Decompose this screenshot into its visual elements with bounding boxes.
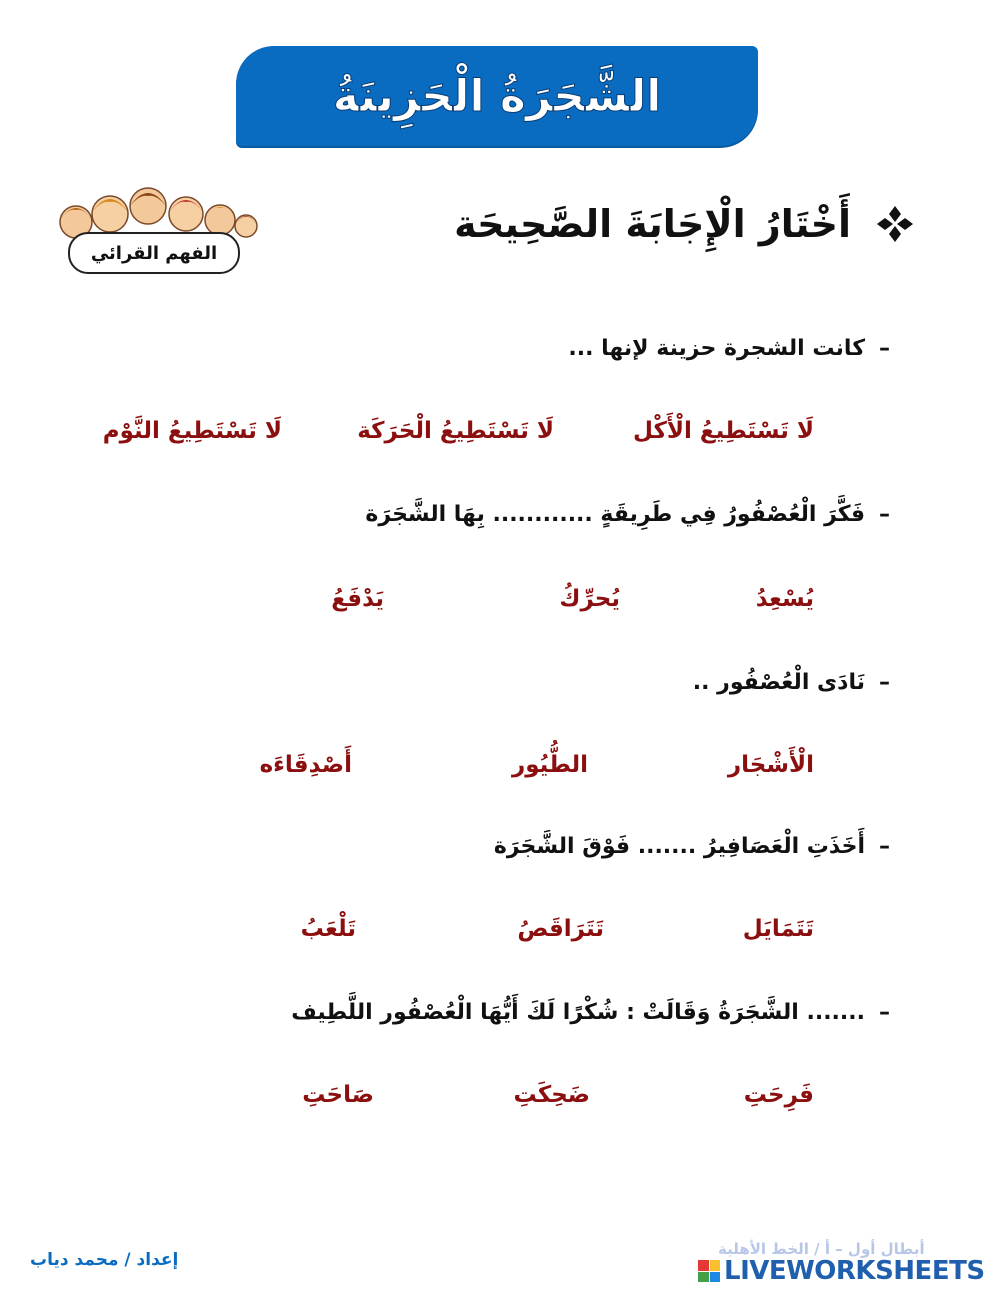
option-3-1[interactable]: الْأَشْجَار (727, 752, 814, 778)
bullet-dash: – (879, 336, 890, 361)
bullet-dash: – (879, 670, 890, 695)
option-2-3[interactable]: يَدْفَعُ (331, 586, 384, 612)
question-text: كانت الشجرة حزينة لإنها ... (568, 336, 865, 361)
question-1 (568, 336, 890, 361)
instruction-heading (454, 202, 915, 246)
question-5 (291, 1000, 890, 1025)
page-title: الشَّجَرَةُ الْحَزِينَةُ (332, 70, 662, 122)
option-4-3[interactable]: تَلْعَبُ (300, 916, 356, 942)
bullet-dash: – (879, 834, 890, 859)
option-3-2[interactable]: الطُّيُور (512, 752, 588, 778)
question-3 (693, 670, 890, 695)
title-banner (236, 46, 758, 146)
author-credit: إعداد / محمد دياب (30, 1250, 179, 1270)
faint-school-text: أبطال أول – أ / الخط الأهلية (718, 1240, 925, 1258)
option-2-1[interactable]: يُسْعِدُ (755, 586, 814, 612)
question-text: نَادَى الْعُصْفُور .. (692, 670, 865, 695)
option-1-2[interactable]: لَا تَسْتَطِيعُ الْحَرَكَة (357, 418, 554, 444)
option-5-1[interactable]: فَرِحَتِ (743, 1082, 814, 1108)
reading-comprehension-badge (48, 180, 258, 280)
question-text: ....... الشَّجَرَةُ وَقَالَتْ : شُكْرًا لَكَ أَيُّهَا الْعُصْفُور اللَّطِيف (291, 1000, 865, 1025)
badge-label: الفهم القرائي (68, 232, 240, 274)
bullet-dash: – (879, 1000, 890, 1025)
option-4-1[interactable]: تَتَمَايَل (742, 916, 814, 942)
option-3-3[interactable]: أَصْدِقَاءَه (259, 752, 352, 778)
brand-text: LIVEWORKSHEETS (724, 1256, 985, 1286)
question-2 (365, 502, 890, 527)
bullet-dash: – (879, 502, 890, 527)
liveworksheets-logo[interactable] (698, 1256, 985, 1286)
option-4-2[interactable]: تَتَرَاقَصُ (517, 916, 604, 942)
option-5-2[interactable]: ضَحِكَتِ (513, 1082, 590, 1108)
question-4 (494, 834, 890, 859)
option-2-2[interactable]: يُحرِّكُ (559, 586, 620, 612)
option-5-3[interactable]: صَاحَتِ (302, 1082, 374, 1108)
option-1-1[interactable]: لَا تَسْتَطِيعُ الْأَكْل (633, 418, 814, 444)
question-text: فَكَّرَ الْعُصْفُورُ فِي طَرِيقَةٍ ............ بِهَا الشَّجَرَة (365, 502, 865, 527)
liveworksheets-icon (698, 1260, 720, 1282)
option-1-3[interactable]: لَا تَسْتَطِيعُ النَّوْم (102, 418, 282, 444)
four-diamonds-icon (875, 204, 915, 244)
question-text: أَخَذَتِ الْعَصَافِيرُ ....... فَوْقَ الشَّجَرَة (493, 834, 865, 859)
heading-text: أَخْتَارُ الْإِجَابَةَ الصَّحِيحَة (454, 202, 851, 246)
